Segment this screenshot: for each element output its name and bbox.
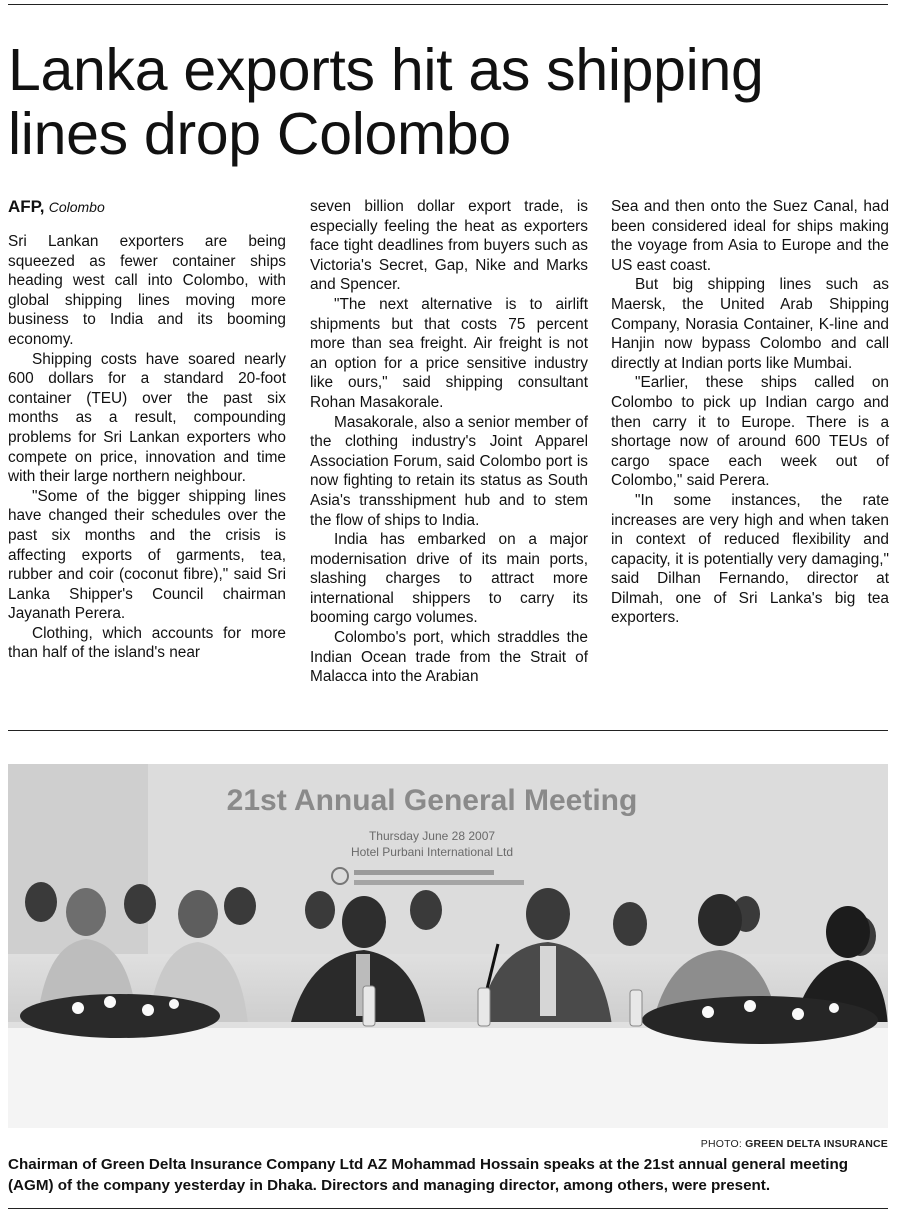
banner-bengali-line [354, 870, 494, 875]
flower-arrangement-left [20, 994, 220, 1038]
news-photo [8, 764, 888, 1128]
paragraph: Sri Lankan exporters are being squeezed as fewer container ships heading west call into Colombo, with global shipping lines moving more business to India and its booming economy. [8, 233, 286, 348]
top-rule [8, 4, 888, 5]
paragraph: "In some instances, the rate increases are very high and when taken in context of reduced flexibility and capacity, it is potentially very damaging," said Dilhan Fernando, director at Dilmah, one of Sri Lanka's big tea exporters. [611, 491, 889, 627]
paragraph: Colombo's port, which straddles the Indian Ocean trade from the Strait of Malacca into the Arabian [310, 629, 588, 686]
paragraph: Clothing, which accounts for more than half of the island's near [8, 624, 286, 662]
byline-agency: AFP, [8, 197, 45, 216]
article-column-1 [8, 197, 286, 663]
byline [8, 197, 286, 218]
banner-title: 21st Annual General Meeting [226, 784, 638, 817]
photo-caption: Chairman of Green Delta Insurance Company Ltd AZ Mohammad Hossain speaks at the 21st annual general meeting (AGM) of the company yesterday in Dhaka. Directors and managing director, among others, were present. [8, 1156, 849, 1194]
article-column-3 [611, 197, 889, 628]
bottom-rule [8, 1208, 888, 1209]
paragraph: India has embarked on a major modernisation drive of its main ports, slashing charges to attract more international shippers to carry its booming cargo volumes. [310, 531, 588, 627]
paragraph: "The next alternative is to airlift shipments but that costs 75 percent more than sea freight. Air freight is not an option for a price sensitive industry like ours," said shipping consultant Rohan Masakorale. [310, 295, 588, 411]
banner-venue: Hotel Purbani International Ltd [350, 845, 514, 859]
byline-dateline: Colombo [48, 199, 105, 215]
paragraph: Masakorale, also a senior member of the clothing industry's Joint Apparel Association Forum, said Colombo port is now fighting to retain its status as South Asia's transshipment hub and to stem the flow of ships to India. [310, 413, 588, 529]
photo-credit [701, 1138, 888, 1150]
paragraph: "Some of the bigger shipping lines have changed their schedules over the past six months and the crisis is affecting exports of garments, tea, rubber and coir (coconut fibre)," said Sri Lanka Shipper's Council chairman Jayanath Perera. [8, 487, 286, 623]
agm-photo-illustration [8, 764, 888, 1128]
banner-date: Thursday June 28 2007 [368, 829, 496, 843]
paragraph: But big shipping lines such as Maersk, the United Arab Shipping Company, Norasia Container, K-line and Hanjin now bypass Colombo and call directly at Indian ports like Mumbai. [611, 276, 889, 372]
section-rule [8, 730, 888, 731]
paragraph: Sea and then onto the Suez Canal, had been considered ideal for ships making the voyage from Asia to Europe and the US east coast. [611, 198, 889, 274]
photo-credit-source: GREEN DELTA INSURANCE [745, 1138, 888, 1150]
paragraph: "Earlier, these ships called on Colombo to pick up Indian cargo and then carry it to Europe. There is a shortage now of around 600 TEUs of cargo space each week out of Colombo," said Perera. [611, 374, 889, 490]
paragraph: seven billion dollar export trade, is especially feeling the heat as exporters face tight deadlines from buyers such as Victoria's Secret, Gap, Nike and Marks and Spencer. [310, 198, 588, 294]
flower-arrangement-right [642, 996, 878, 1044]
headline: Lanka exports hit as shipping lines drop Colombo [8, 37, 764, 167]
banner-company-line [354, 880, 524, 885]
photo-credit-label: PHOTO: [700, 1138, 743, 1150]
article-column-2 [310, 197, 588, 687]
paragraph: Shipping costs have soared nearly 600 dollars for a standard 20-foot container (TEU) over the past six months as a result, compounding problems for Sri Lankan exporters who compete on price, innovation and time with their large northern neighbour. [8, 350, 286, 486]
